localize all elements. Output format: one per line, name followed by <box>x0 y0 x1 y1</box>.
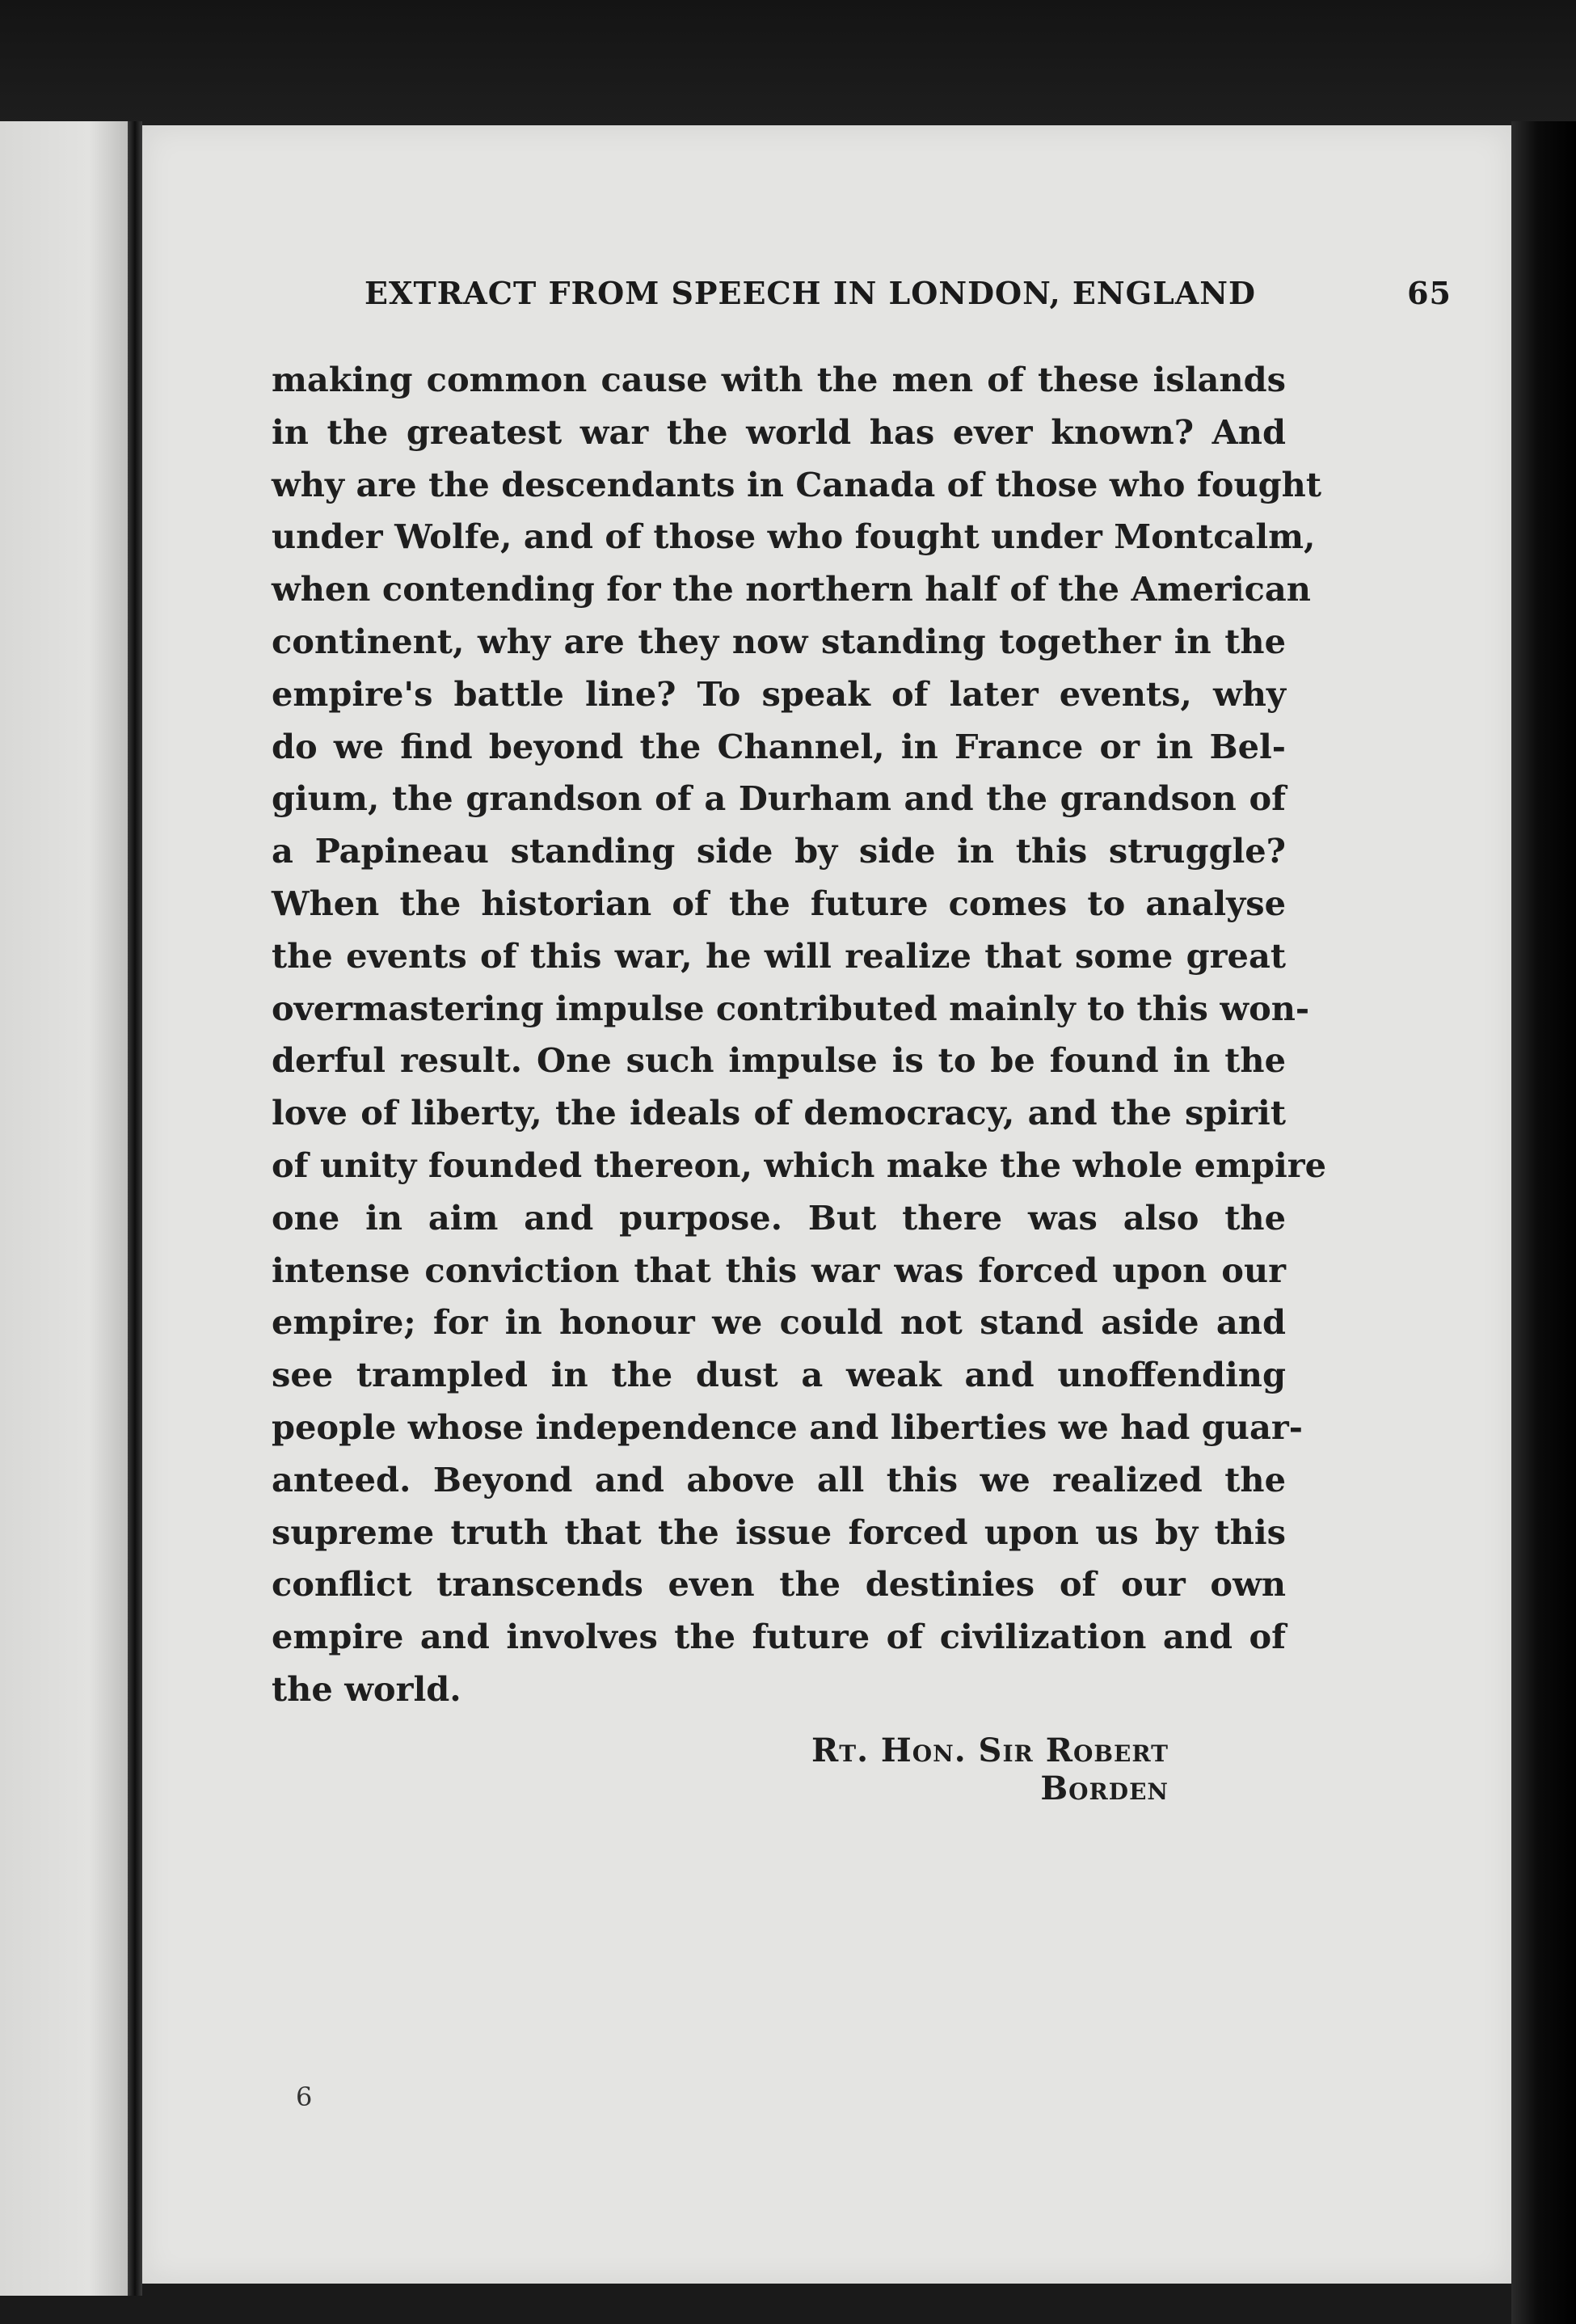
body-line: the world. <box>272 1668 461 1709</box>
body-line: in the greatest war the world has ever known? And <box>272 411 1286 452</box>
body-line: do we find beyond the Channel, in France or in Bel- <box>272 726 1286 766</box>
body-line: overmastering impulse contributed mainly to this won- <box>272 988 1310 1028</box>
author-signature: Rt. Hon. Sir Robert Borden <box>811 1731 1169 1807</box>
running-head <box>365 275 1452 311</box>
body-line: when contending for the northern half of the American <box>272 569 1311 609</box>
signature-mark: 6 <box>296 2081 313 2112</box>
body-line: intense conviction that this war was forced upon our <box>272 1250 1286 1290</box>
body-line: love of liberty, the ideals of democracy, and the spirit <box>272 1093 1286 1133</box>
body-line: a Papineau standing side by side in this struggle? <box>272 831 1286 871</box>
body-line: empire and involves the future of civilization and of <box>272 1617 1286 1657</box>
body-line: making common cause with the men of these islands <box>272 360 1286 399</box>
running-head-title: EXTRACT FROM SPEECH IN LONDON, ENGLAND <box>365 275 1256 311</box>
facing-page-edge <box>0 121 128 2296</box>
scan-right-edge <box>1511 121 1576 2324</box>
body-line: conflict transcends even the destinies of our own <box>272 1564 1286 1605</box>
body-line: When the historian of the future comes to analyse <box>272 883 1286 923</box>
body-line: why are the descendants in Canada of those who fought <box>272 464 1321 504</box>
body-line: one in aim and purpose. But there was also the <box>272 1197 1286 1238</box>
body-line: people whose independence and liberties we had guar- <box>272 1407 1303 1447</box>
body-line: the events of this war, he will realize that some great <box>272 935 1286 976</box>
body-line: supreme truth that the issue forced upon us by this <box>272 1512 1286 1552</box>
page-number: 65 <box>1407 275 1452 311</box>
book-gutter <box>128 121 142 2296</box>
body-line: anteed. Beyond and above all this we realized the <box>272 1459 1286 1499</box>
body-line: see trampled in the dust a weak and unoffending <box>272 1355 1286 1395</box>
body-line: continent, why are they now standing together in the <box>272 621 1286 661</box>
body-line: empire; for in honour we could not stand aside and <box>272 1302 1286 1343</box>
body-line: of unity founded thereon, which make the whole empire <box>272 1145 1327 1185</box>
body-paragraph <box>272 354 1327 1716</box>
body-line: derful result. One such impulse is to be found in the <box>272 1040 1286 1081</box>
book-page <box>142 125 1511 2284</box>
body-line: empire's battle line? To speak of later events, why <box>272 673 1286 714</box>
body-line: under Wolfe, and of those who fought under Montcalm, <box>272 517 1316 557</box>
body-line: gium, the grandson of a Durham and the grandson of <box>272 778 1286 819</box>
